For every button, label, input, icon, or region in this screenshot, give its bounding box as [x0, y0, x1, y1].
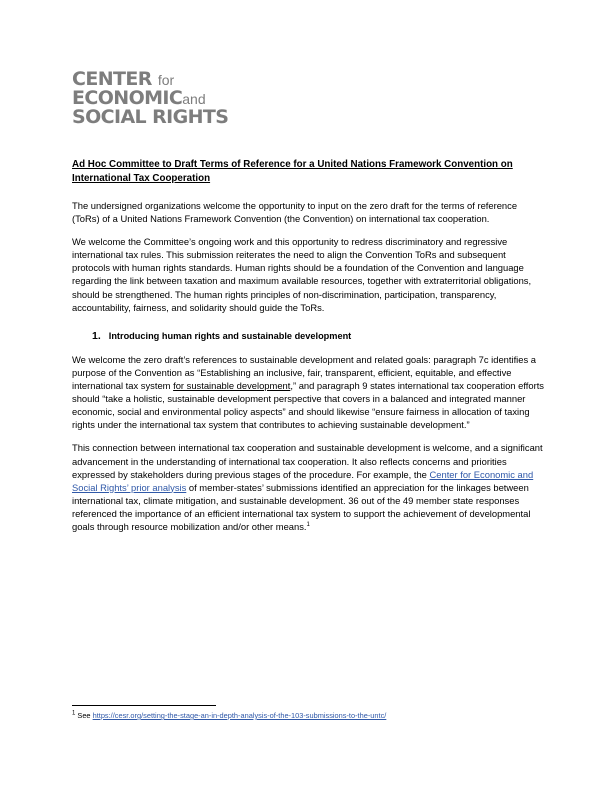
cesr-analysis-link[interactable]: Center for Economic and Social Rights’ prior analysis [72, 468, 534, 493]
cesr-logo [72, 70, 228, 126]
welcome-paragraph: We welcome the Committee’s ongoing work and this opportunity to redress discriminatory and regressive international tax rules. This submission reiterates the need to align the Convention ToRs and subsequent protocols with human rights standards. Human rights should be a foundation of the Convention and language regarding the link between taxation and maximum available resources, together with extraterritorial obligations, should be strengthened. The human rights principles of non-discrimination, participation, transparency, accountability, fairness, and solidarity should guide the ToRs. [72, 236, 532, 313]
document-body [72, 158, 544, 543]
logo-line2: ECONOMIC [72, 87, 183, 109]
connection-paragraph: This connection between international tax cooperation and sustainable development is welcome, and a significant advancement in the understanding of international tax cooperation. It also reflects concerns and priorities expressed by stakeholders during previous stages of the procedure. For example, the Center for Economic and Social Rights’ prior analysis of member-states’ submissions identified an appreciation for the linkages between international tax, climate mitigation, and sustainable development. 36 out of the 49 member state responses referenced the importance of an efficient international tax system to support the achievement of developmental goals through resource mobilization and/or other means.$^1$ [72, 442, 543, 532]
logo-line3: SOCIAL RIGHTS [72, 106, 229, 128]
footnote: $^1$ See https://cesr.org/setting-the-stage-an-in-depth-analysis-of-the-103-submissions-to-the-untc/ [72, 710, 387, 720]
footnote-link[interactable]: https://cesr.org/setting-the-stage-an-in-depth-analysis-of-the-103-submissions-to-the-untc/ [92, 711, 387, 720]
underlined-phrase: for sustainable development [173, 380, 291, 392]
intro-paragraph: The undersigned organizations welcome the opportunity to input on the zero draft for the terms of reference (ToRs) of a United Nations Framework Convention (the Convention) on international tax cooperation. [72, 200, 518, 225]
sustainable-development-paragraph: We welcome the zero draft’s references to sustainable development and related goals: paragraph 7c identifies a purpose of the Convention as “Establishing an inclusive, fair, transparent, efficient, equitable, and effective international tax system for sustainable development,” and paragraph 9 states international tax cooperation efforts should “take a holistic, sustainable development perspective that covers in a balanced and integrated manner economic, social and environmental policy aspects” and should likewise “ensure fairness in allocation of taxing rights under the international tax system that contributes to achieving sustainable development.” [72, 353, 544, 431]
section-title: Introducing human rights and sustainable development [108, 330, 352, 341]
logo-line1-light: for [157, 72, 175, 88]
footnote-ref[interactable]: 1 [306, 521, 310, 528]
logo-line2-light: and [182, 91, 206, 107]
footnote-divider [72, 705, 216, 706]
logo-line1: CENTER [72, 68, 152, 90]
section-heading [92, 330, 544, 343]
document-title: Ad Hoc Committee to Draft Terms of Reference for a United Nations Framework Convention on International Tax Cooperation [72, 159, 513, 184]
section-number: 1. [92, 329, 101, 342]
